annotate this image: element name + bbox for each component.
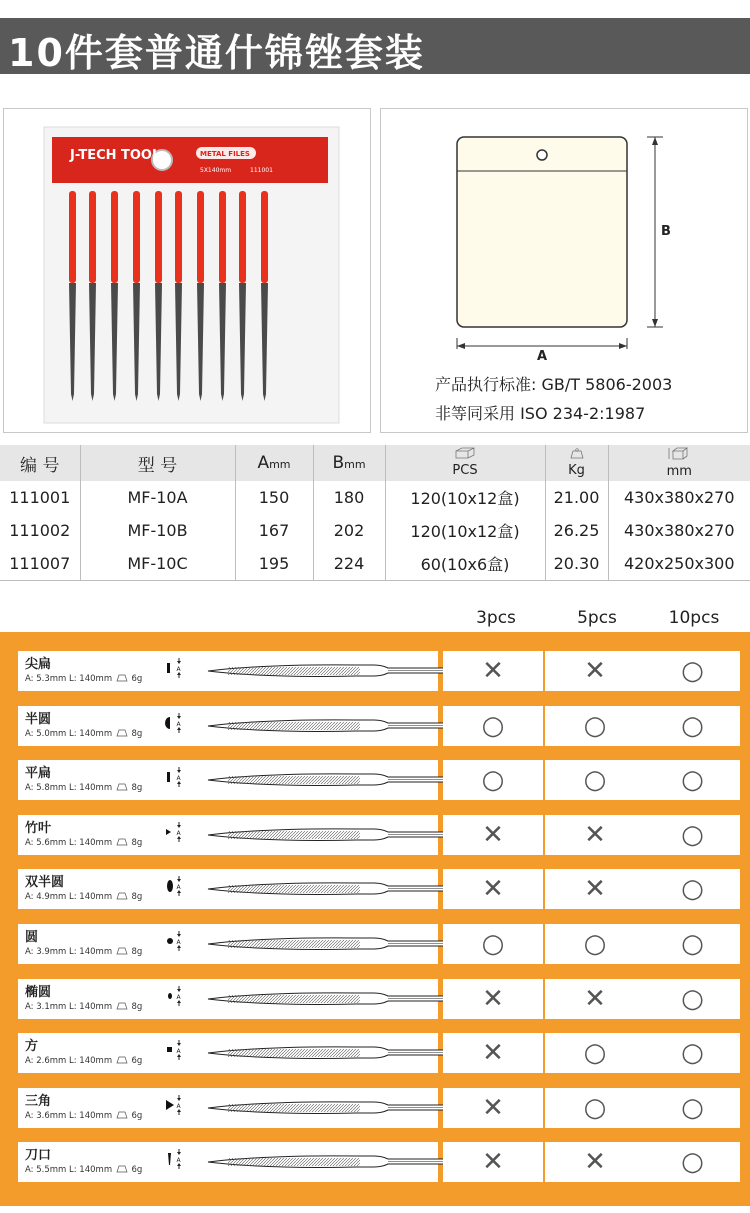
- file-desc-cell: [18, 706, 438, 746]
- brand-logo: J-TECH TOOL: [70, 148, 161, 163]
- set-mark-cell: [545, 1088, 645, 1128]
- set-mark-cell: [443, 651, 543, 691]
- cell-pcs: 60(10x6盒): [385, 547, 545, 581]
- file-name: 半圆: [25, 711, 52, 727]
- weight-icon: [115, 1164, 129, 1173]
- included-mark: ○: [481, 765, 505, 796]
- weight-icon: [115, 1055, 129, 1064]
- cell-kg: 20.30: [545, 547, 608, 581]
- header-model: 型 号: [80, 445, 235, 481]
- file-desc-cell: [18, 760, 438, 800]
- file-drawing: [206, 825, 451, 845]
- set-mark-cell: [443, 815, 543, 855]
- weight-icon: [115, 1001, 129, 1010]
- file-weight: 8g: [131, 947, 143, 957]
- file-weight: 6g: [131, 1056, 143, 1067]
- included-mark: ○: [681, 1147, 704, 1178]
- file-weight: 6g: [131, 1110, 143, 1121]
- included-mark: ○: [681, 656, 704, 686]
- included-mark: ○: [481, 710, 505, 741]
- square-section-icon: [163, 1039, 187, 1063]
- cell-b: 224: [313, 547, 385, 581]
- cell-pcs: 120(10x12盒): [385, 514, 545, 547]
- file-row: [18, 979, 740, 1019]
- file-name: 竹叶: [25, 820, 52, 836]
- excluded-mark: ✕: [482, 1092, 504, 1123]
- dimension-b-label: B: [661, 224, 671, 239]
- svg-text:A: A: [176, 720, 181, 728]
- set-mark-cell: [443, 979, 543, 1019]
- cell-kg: 21.00: [545, 481, 608, 514]
- spec-table-row: [0, 547, 750, 581]
- set-mark-cell: [443, 1088, 543, 1128]
- header-b: Bmm: [313, 445, 385, 481]
- included-mark: ○: [481, 929, 505, 959]
- weight-icon: [115, 837, 129, 846]
- included-mark: ○: [681, 765, 704, 796]
- set-mark-cell: [645, 1033, 740, 1073]
- file-row: [18, 1088, 740, 1128]
- excluded-mark: ✕: [482, 983, 504, 1014]
- set-mark-cell: [443, 1142, 543, 1182]
- triangle-section-icon: [163, 1094, 187, 1118]
- set-col-10pcs: 10pcs: [668, 608, 720, 628]
- file-weight: 8g: [131, 728, 143, 739]
- file-spec: [25, 891, 142, 902]
- file-row: [18, 1033, 740, 1073]
- included-mark: ○: [681, 983, 704, 1014]
- set-mark-cell: [645, 924, 740, 964]
- file-weight: 8g: [131, 892, 143, 903]
- set-mark-cell: [645, 979, 740, 1019]
- set-mark-cell: [443, 706, 543, 746]
- file-drawing: [206, 1043, 451, 1063]
- header-carton-dims: mm: [608, 445, 750, 481]
- round-section-icon: [163, 930, 187, 954]
- set-mark-cell: [545, 1033, 645, 1073]
- set-mark-cell: [443, 1033, 543, 1073]
- weight-icon: [115, 1110, 129, 1119]
- leaf-section-icon: [163, 821, 187, 845]
- cell-model: MF-10C: [80, 547, 235, 581]
- svg-text:A: A: [176, 939, 181, 946]
- excluded-mark: ✕: [482, 1147, 504, 1178]
- weight-icon: [115, 728, 129, 737]
- set-mark-cell: [545, 706, 645, 746]
- carton-dims-icon: [667, 447, 691, 460]
- cell-a: 195: [235, 547, 313, 581]
- svg-text:A: A: [176, 1102, 181, 1110]
- spec-table-header: [0, 445, 750, 481]
- file-weight: 8g: [131, 837, 143, 848]
- svg-text:A: A: [176, 829, 181, 837]
- set-mark-cell: [645, 706, 740, 746]
- excluded-mark: ✕: [584, 983, 606, 1014]
- included-mark: ○: [681, 819, 704, 850]
- cell-a: 150: [235, 481, 313, 514]
- box-icon: [454, 447, 476, 459]
- half-round-section-icon: [163, 712, 187, 736]
- file-name: 尖扁: [25, 657, 52, 672]
- included-mark: ○: [583, 1038, 607, 1069]
- file-row: [18, 1142, 740, 1182]
- set-mark-cell: [645, 1142, 740, 1182]
- included-mark: ○: [681, 874, 704, 905]
- file-dimensions: A: 2.6mm L: 140mm: [25, 1056, 113, 1067]
- file-spec: [25, 1001, 142, 1012]
- file-drawing: [206, 716, 451, 736]
- file-drawing: [206, 934, 451, 954]
- excluded-mark: ✕: [482, 1038, 504, 1069]
- file-desc-cell: [18, 815, 438, 855]
- included-mark: ○: [583, 765, 607, 796]
- standard-line-2: 非等同采用 ISO 234-2:1987: [435, 404, 646, 423]
- cell-dims: 430x380x270: [623, 488, 735, 507]
- file-spec: [25, 1110, 142, 1121]
- file-name: 圆: [25, 930, 39, 945]
- flat-section-icon: [163, 657, 187, 681]
- oval-section-icon: [163, 985, 187, 1009]
- cell-b: 202: [313, 514, 385, 547]
- set-composition-grid: [0, 632, 750, 1206]
- file-row: [18, 924, 740, 964]
- file-drawing: [206, 879, 451, 899]
- excluded-mark: ✕: [482, 656, 504, 686]
- file-row: [18, 760, 740, 800]
- excluded-mark: ✕: [584, 819, 606, 850]
- file-spec: [25, 946, 142, 957]
- file-drawing: [206, 989, 451, 1009]
- file-dimensions: A: 3.1mm L: 140mm: [25, 1001, 113, 1012]
- cell-code: 111001: [0, 481, 80, 514]
- set-mark-cell: [443, 869, 543, 909]
- file-name: 三角: [25, 1093, 52, 1109]
- spec-table-row: [0, 514, 750, 547]
- file-spec: [25, 782, 142, 793]
- file-desc-cell: [18, 979, 438, 1019]
- set-mark-cell: [545, 760, 645, 800]
- dimension-a-label: A: [537, 349, 548, 364]
- set-mark-cell: [443, 924, 543, 964]
- flat-section-icon: [163, 766, 187, 790]
- file-name: 刀口: [25, 1148, 52, 1164]
- cell-a: 167: [235, 514, 313, 547]
- file-dimensions: A: 5.3mm L: 140mm: [25, 674, 113, 684]
- file-desc-cell: [18, 1142, 438, 1182]
- file-desc-cell: [18, 924, 438, 964]
- product-photo: [4, 109, 370, 432]
- file-weight: 8g: [131, 783, 143, 794]
- set-mark-cell: [545, 815, 645, 855]
- set-mark-cell: [443, 760, 543, 800]
- cell-dims: 430x380x270: [623, 521, 735, 540]
- header-weight: Kg: [545, 445, 608, 481]
- cell-code: 111002: [0, 514, 80, 547]
- file-name: 双半圆: [25, 875, 65, 891]
- weight-icon: [115, 782, 129, 791]
- file-name: 平扁: [25, 766, 52, 782]
- excluded-mark: ✕: [584, 1147, 606, 1178]
- file-dimensions: A: 5.0mm L: 140mm: [25, 728, 113, 739]
- included-mark: ○: [681, 929, 704, 959]
- file-desc-cell: [18, 651, 438, 691]
- included-mark: ○: [681, 1092, 704, 1123]
- file-spec: [25, 728, 142, 739]
- file-drawing: [206, 770, 451, 790]
- spec-table-row: [0, 481, 750, 514]
- excluded-mark: ✕: [482, 819, 504, 850]
- file-row: [18, 869, 740, 909]
- svg-text:A: A: [176, 1157, 181, 1165]
- file-spec: [25, 837, 142, 848]
- product-photo-panel: [3, 108, 371, 433]
- set-mark-cell: [645, 760, 740, 800]
- included-mark: ○: [681, 710, 704, 741]
- file-dimensions: A: 5.5mm L: 140mm: [25, 1165, 113, 1176]
- file-weight: 6g: [131, 674, 143, 684]
- file-name: 椭圆: [25, 984, 52, 1000]
- header-code: 编 号: [0, 445, 80, 481]
- package-label: METAL FILES: [200, 150, 250, 158]
- package-size: 5X140mm: [200, 167, 232, 174]
- file-drawing: [206, 1152, 451, 1172]
- spec-table: [0, 445, 750, 581]
- svg-text:A: A: [176, 666, 181, 673]
- page-title: 10件套普通什锦锉套装: [8, 31, 425, 75]
- file-desc-cell: [18, 1088, 438, 1128]
- cell-code: 111007: [0, 547, 80, 581]
- file-dimensions: A: 3.9mm L: 140mm: [25, 947, 113, 957]
- set-mark-cell: [545, 924, 645, 964]
- package-code: 111001: [250, 167, 273, 174]
- included-mark: ○: [583, 710, 607, 741]
- set-col-5pcs: 5pcs: [577, 608, 617, 628]
- title-bar: [0, 18, 750, 74]
- weight-icon: [115, 946, 129, 955]
- file-row: [18, 706, 740, 746]
- knife-section-icon: [163, 1148, 187, 1172]
- svg-text:A: A: [176, 775, 181, 783]
- set-mark-cell: [545, 869, 645, 909]
- file-dimensions: A: 3.6mm L: 140mm: [25, 1110, 113, 1121]
- cell-model: MF-10A: [80, 481, 235, 514]
- file-desc-cell: [18, 1033, 438, 1073]
- file-weight: 6g: [131, 1165, 143, 1176]
- header-a: Amm: [235, 445, 313, 481]
- file-drawing: [206, 1098, 451, 1118]
- excluded-mark: ✕: [482, 874, 504, 905]
- set-mark-cell: [545, 979, 645, 1019]
- file-spec: [25, 1055, 142, 1066]
- set-mark-cell: [645, 869, 740, 909]
- excluded-mark: ✕: [584, 874, 606, 905]
- weight-icon: [569, 448, 585, 459]
- file-row: [18, 651, 740, 691]
- file-spec: [25, 673, 142, 684]
- standard-line-1: 产品执行标准: GB/T 5806-2003: [435, 375, 673, 394]
- included-mark: ○: [583, 1092, 607, 1123]
- weight-icon: [115, 891, 129, 900]
- cell-model: MF-10B: [80, 514, 235, 547]
- file-dimensions: A: 5.8mm L: 140mm: [25, 783, 113, 794]
- included-mark: ○: [583, 929, 607, 959]
- included-mark: ○: [681, 1038, 704, 1069]
- excluded-mark: ✕: [584, 656, 606, 686]
- file-desc-cell: [18, 869, 438, 909]
- set-mark-cell: [645, 651, 740, 691]
- set-mark-cell: [645, 815, 740, 855]
- file-row: [18, 815, 740, 855]
- cell-kg: 26.25: [545, 514, 608, 547]
- set-mark-cell: [545, 1142, 645, 1182]
- svg-text:A: A: [176, 1048, 181, 1056]
- file-spec: [25, 1164, 142, 1175]
- cell-dims: 420x250x300: [608, 547, 750, 581]
- file-name: 方: [25, 1039, 39, 1055]
- file-dimensions: A: 4.9mm L: 140mm: [25, 892, 113, 903]
- set-col-3pcs: 3pcs: [476, 608, 516, 628]
- double-half-round-section-icon: [163, 875, 187, 899]
- svg-text:A: A: [176, 993, 181, 1001]
- weight-icon: [115, 673, 129, 682]
- svg-text:A: A: [176, 884, 181, 892]
- file-dimensions: A: 5.6mm L: 140mm: [25, 837, 113, 848]
- file-drawing: [206, 661, 451, 681]
- header-pcs: PCS: [385, 445, 545, 481]
- file-weight: 8g: [131, 1001, 143, 1012]
- cell-b: 180: [313, 481, 385, 514]
- set-mark-cell: [545, 651, 645, 691]
- cell-pcs: 120(10x12盒): [385, 481, 545, 514]
- set-mark-cell: [645, 1088, 740, 1128]
- dimension-drawing: [381, 109, 747, 349]
